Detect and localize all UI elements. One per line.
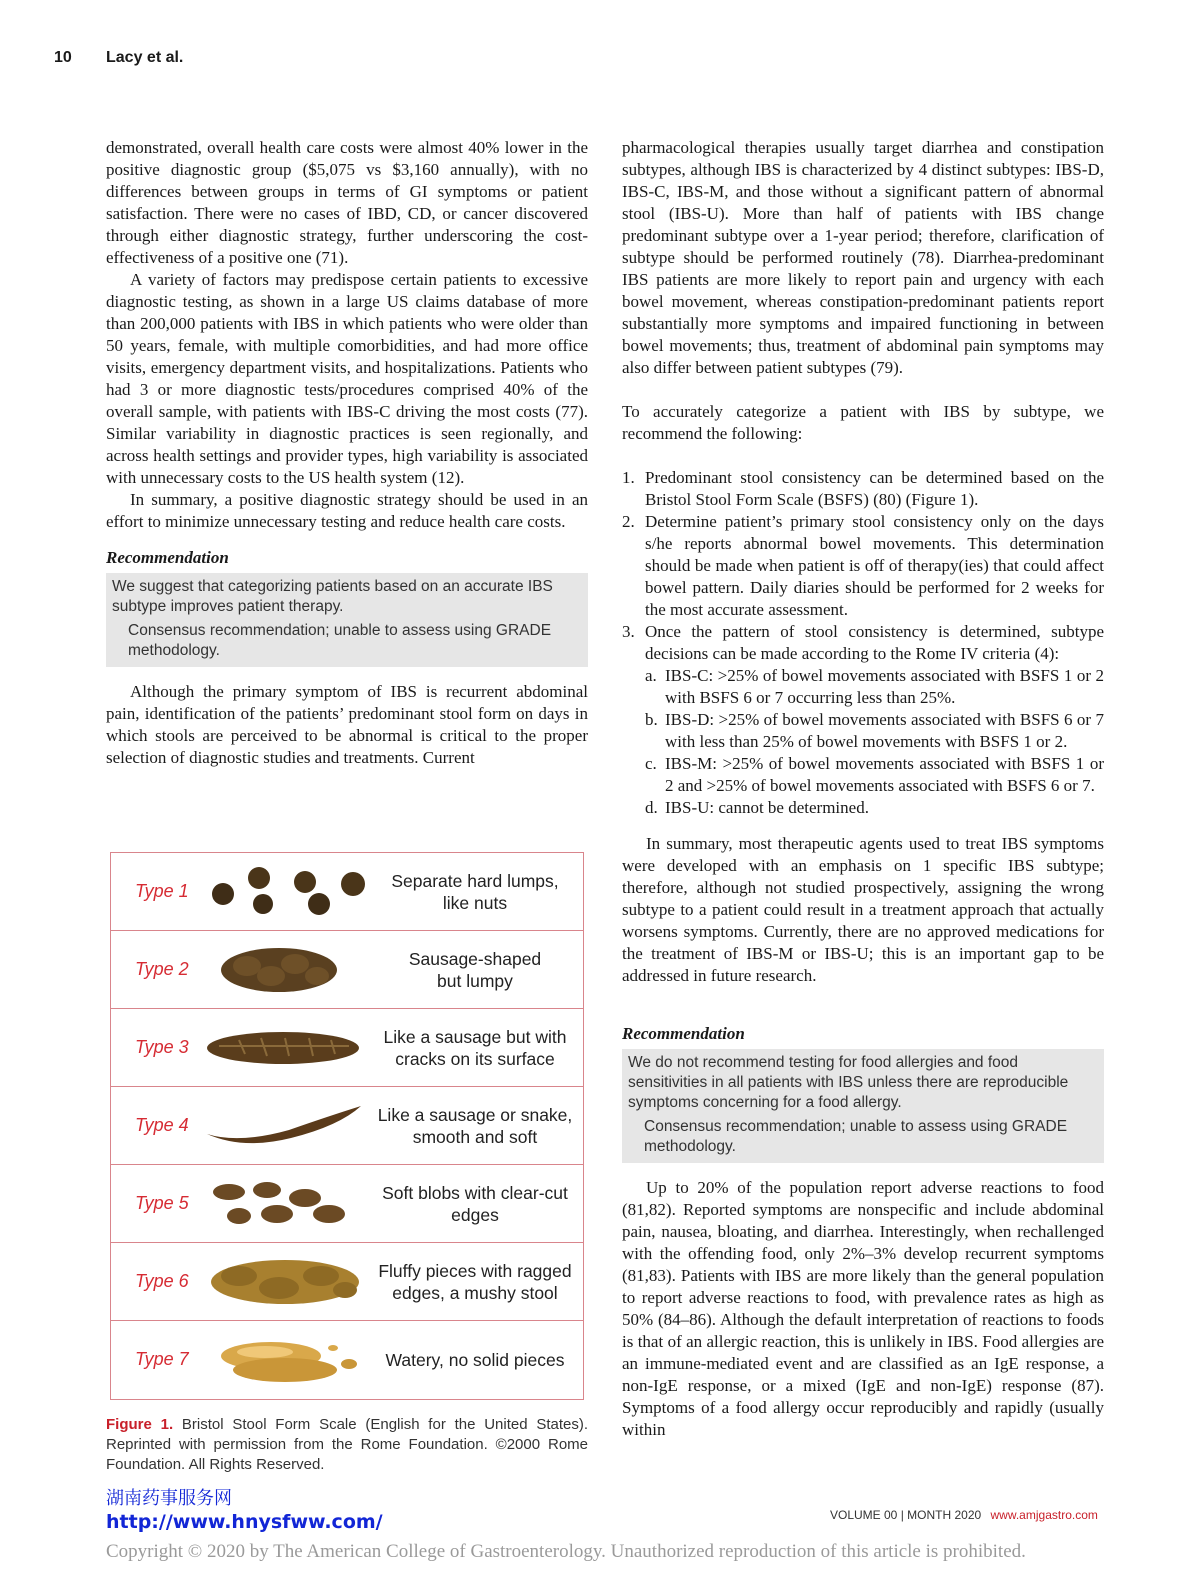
running-title: Lacy et al.: [106, 49, 184, 66]
paragraph: To accurately categorize a patient with IBS by subtype, we recommend the following:: [622, 402, 1104, 443]
type-3-illustration: [199, 1014, 369, 1080]
stool-type-row: [111, 1321, 583, 1398]
right-column: [622, 137, 1104, 1441]
recommendation-heading: Recommendation: [106, 548, 229, 567]
type-label: Type 2: [135, 959, 189, 979]
type-1-illustration: [199, 858, 369, 924]
list-item: b. IBS-D: >25% of bowel movements associated with BSFS 6 or 7 with less than 25% of bowel movements with BSFS 1 or 2.: [645, 710, 1104, 751]
list-item: 2. Determine patient’s primary stool consistency only on the days s/he reports abnormal bowel movements. This determination should be made when patient is off of therapy(ies) that could affect bowel pattern. Daily diaries should be performed for 2 weeks for the most accurate assessment.: [622, 512, 1104, 619]
type-description: Soft blobs with clear-cut edges: [382, 1182, 568, 1225]
stool-type-row: [111, 1087, 583, 1165]
type-label: Type 7: [135, 1349, 189, 1369]
paragraph: Although the primary symptom of IBS is recurrent abdominal pain, identification of the patients’ predominant stool form on days in which stools are perceived to be abnormal is critical to the proper selection of diagnostic studies and treatments. Current: [106, 682, 588, 767]
list-item: a. IBS-C: >25% of bowel movements associated with BSFS 1 or 2 with BSFS 6 or 7 occurring less than 25%.: [645, 666, 1104, 707]
stool-type-row: [111, 1165, 583, 1243]
type-label: Type 4: [135, 1115, 189, 1135]
type-description: Watery, no solid pieces: [385, 1349, 565, 1370]
type-description: Fluffy pieces with ragged edges, a mushy stool: [378, 1260, 572, 1303]
recommendation-note: Consensus recommendation; unable to assess using GRADE methodology.: [128, 622, 552, 659]
type-7-illustration: [199, 1326, 369, 1392]
stool-type-row: [111, 1009, 583, 1087]
watermark-url[interactable]: http://www.hnysfww.com/: [106, 1511, 383, 1533]
left-column: [106, 137, 588, 769]
recommendation-box: [622, 1049, 1104, 1163]
paragraph: In summary, a positive diagnostic strategy should be used in an effort to minimize unnecessary testing and reduce health care costs.: [106, 490, 588, 531]
type-5-illustration: [199, 1170, 369, 1236]
subtype-list: [645, 665, 1104, 819]
running-header: [54, 49, 183, 67]
type-label: Type 6: [135, 1271, 189, 1291]
recommendation-text: We do not recommend testing for food allergies and food sensitivities in all patients with IBS unless there are reproducible symptoms concerning for a food allergy.: [628, 1054, 1069, 1111]
list-item: 3. Once the pattern of stool consistency is determined, subtype decisions can be made according to the Rome IV criteria (4): a. IBS-C: >25% of bowel movements associated with BSFS 1 or 2 with BSFS 6 or 7 occurring less than 25%. b. IBS-D: >25% of bowel movements associated with BSFS 6 or 7 with less than 25% of bowel movements with BSFS 1 or 2. c. IBS-M: >25% of bowel movements associated with BSFS 1 or 2 and >25% of bowel movements associated with BSFS 6 or 7. d. IBS-U: cannot be determined.: [622, 622, 1104, 817]
type-label: Type 5: [135, 1193, 189, 1213]
stool-type-row: [111, 853, 583, 931]
type-description: Separate hard lumps, like nuts: [391, 870, 559, 913]
bristol-stool-chart: [110, 852, 584, 1400]
paragraph: In summary, most therapeutic agents used to treat IBS symptoms were developed with an emphasis on 1 specific IBS subtype; therefore, although not studied prospectively, assigning the wrong subtype to a patient could result in a treatment approach that actually worsens symptoms. Currently, there are no approved medications for the treatment of IBS-M or IBS-U; this is an important gap to be addressed in future research.: [622, 834, 1104, 985]
recommendation-text: We suggest that categorizing patients based on an accurate IBS subtype improves patient therapy.: [112, 578, 553, 615]
copyright-notice: Copyright © 2020 by The American College of Gastroenterology. Unauthorized reproduction of this article is prohibited.: [106, 1541, 1026, 1562]
page-number: 10: [54, 49, 72, 66]
recommendation-box: [106, 573, 588, 667]
paragraph: demonstrated, overall health care costs were almost 40% lower in the positive diagnostic group ($5,075 vs $3,160 annually), with no differences between groups in terms of GI symptoms or patient satisfaction. There were no cases of IBD, CD, or cancer discovered through either diagnostic strategy, further underscoring the cost-effectiveness of a positive one (71).: [106, 138, 588, 267]
paragraph: A variety of factors may predispose certain patients to excessive diagnostic testing, as shown in a large US claims database of more than 200,000 patients with IBS in which patients who were older than 50 years, female, with multiple comorbidities, and had more office visits, emergency department visits, and hospitalizations. Patients who had 3 or more diagnostic tests/procedures comprised 40% of the overall sample, with patients with IBS-C driving the most costs (77). Similar variability in diagnostic practices is seen regionally, and across health settings and provider types, high variability is associated with unnecessary costs to the US health system (12).: [106, 270, 588, 487]
type-2-illustration: [199, 936, 369, 1002]
watermark-name: 湖南药事服务网: [106, 1488, 232, 1509]
type-label: Type 3: [135, 1037, 189, 1057]
paragraph: Up to 20% of the population report adverse reactions to food (81,82). Reported symptoms are nonspecific and include abdominal pain, nausea, bloating, and diarrhea. Interestingly, when rechallenged with the offending food, only 2%–3% develop recurrent symptoms (81,83). Patients with IBS are more likely than the general population to report adverse reactions to food, with prevalence rates as high as 50% (84–86). Although the default interpretation of reactions to foods is that of an allergic reaction, this is unlikely in IBS. Food allergies are an immune-mediated event and are classified as an IgE response, a non-IgE response, or a mixed (IgE and non-IgE) response (87). Symptoms of a food allergy occur reproducibly and rapidly (usually within: [622, 1178, 1104, 1439]
watermark: [106, 1488, 383, 1534]
recommendation-note: Consensus recommendation; unable to assess using GRADE methodology.: [644, 1118, 1068, 1155]
type-description: Sausage-shaped but lumpy: [408, 948, 542, 991]
paragraph: pharmacological therapies usually target diarrhea and constipation subtypes, although IBS is characterized by 4 distinct subtypes: IBS-D, IBS-C, IBS-M, and those without a significant pattern of abnormal stool (IBS-U). More than half of patients with IBS change predominant subtype over a 1-year period; therefore, clarification of subtype should be performed routinely (78). Diarrhea-predominant IBS patients are more likely to report pain and urgency with each bowel movement, whereas constipation-predominant patients report substantially more symptoms and impaired functioning in between bowel movements; thus, treatment of abdominal pain symptoms may also differ between patient subtypes (79).: [622, 138, 1104, 377]
stool-type-row: [111, 1243, 583, 1321]
list-item: 1. Predominant stool consistency can be determined based on the Bristol Stool Form Scale (BSFS) (80) (Figure 1).: [622, 468, 1104, 509]
type-6-illustration: [199, 1248, 369, 1314]
recommendation-heading: Recommendation: [622, 1024, 745, 1043]
caption-text: Bristol Stool Form Scale (English for the United States). Reprinted with permission from the Rome Foundation. ©2000 Rome Foundation. All Rights Reserved.: [106, 1416, 589, 1473]
stool-type-row: [111, 931, 583, 1009]
type-description: Like a sausage or snake, smooth and soft: [377, 1104, 573, 1147]
type-description: Like a sausage but with cracks on its surface: [383, 1026, 567, 1069]
page-footer: [830, 1508, 1098, 1522]
volume-info: VOLUME 00 | MONTH 2020: [830, 1508, 982, 1522]
list-item: c. IBS-M: >25% of bowel movements associated with BSFS 1 or 2 and >25% of bowel movements associated with BSFS 6 or 7.: [645, 754, 1104, 795]
recommendation-list: [622, 467, 1104, 819]
figure-caption: [106, 1415, 588, 1475]
type-4-illustration: [199, 1092, 369, 1158]
list-item: d. IBS-U: cannot be determined.: [645, 798, 869, 817]
figure-label: Figure 1.: [106, 1416, 174, 1433]
journal-website[interactable]: www.amjgastro.com: [990, 1508, 1098, 1522]
type-label: Type 1: [135, 881, 189, 901]
